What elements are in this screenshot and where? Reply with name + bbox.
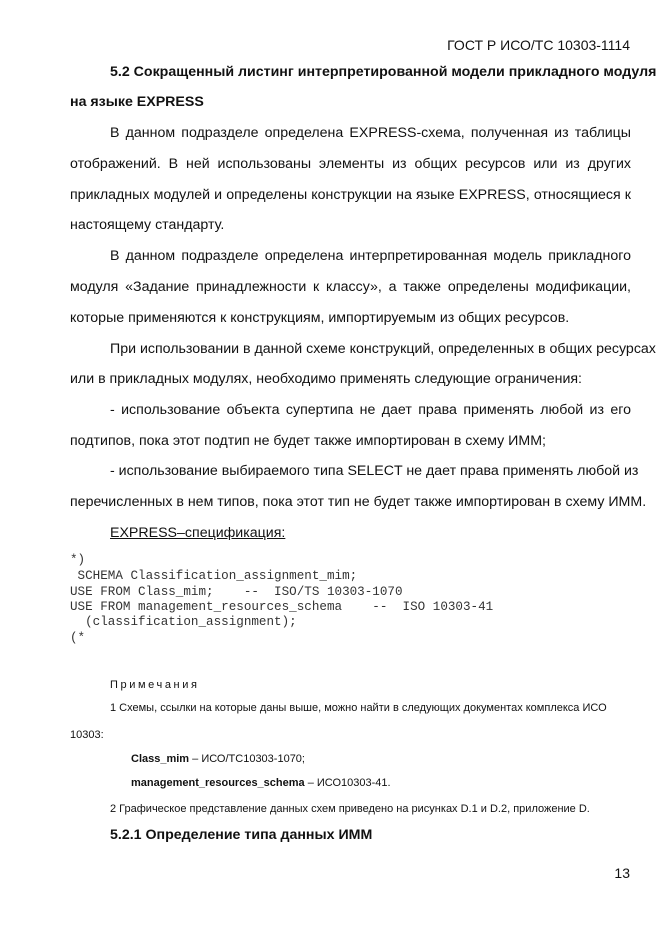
para1-line4: настоящему стандарту. xyxy=(70,217,225,233)
note-item-class-mim xyxy=(131,753,305,765)
code-line2: SCHEMA Classification_assignment_mim; xyxy=(70,569,358,583)
note-item-class-mim-name: Class_mim xyxy=(131,753,190,765)
para2-line2: модуля «Задание принадлежности к классу», а также определены модификации, xyxy=(70,279,631,295)
note-item-class-mim-ref: – ИСО/ТС10303-1070; xyxy=(189,753,305,765)
bullet1-line2: подтипов, пока этот подтип не будет также импортирован в схему ИММ; xyxy=(70,433,546,449)
code-line1: *) xyxy=(70,553,86,567)
section-title-line1: 5.2 Сокращенный листинг интерпретированной модели прикладного модуля xyxy=(110,64,657,80)
code-line4: USE FROM management_resources_schema -- ISO 10303-41 xyxy=(70,600,494,614)
para1-line1: В данном подразделе определена EXPRESS-схема, полученная из таблицы xyxy=(110,125,631,141)
note-item-management-resources xyxy=(131,777,391,789)
para3-line2: или в прикладных модулях, необходимо применять следующие ограничения: xyxy=(70,371,582,387)
para2-line3: которые применяются к конструкциям, импортируемым из общих ресурсов. xyxy=(70,310,570,326)
para1-line3: прикладных модулей и определены конструкции на языке EXPRESS, относящиеся к xyxy=(70,187,631,203)
notes-heading: Примечания xyxy=(110,679,200,691)
document-header: ГОСТ Р ИСО/ТС 10303-1114 xyxy=(447,37,630,53)
note2: 2 Графическое представление данных схем приведено на рисунках D.1 и D.2, приложение D. xyxy=(110,803,590,815)
note1-line1: 1 Схемы, ссылки на которые даны выше, можно найти в следующих документах комплекса ИСО xyxy=(110,702,607,714)
note-item-management-resources-name: management_resources_schema xyxy=(131,777,305,789)
code-line6: (* xyxy=(70,631,86,645)
bullet2-line1: - использование выбираемого типа SELECT не дает права применять любой из xyxy=(110,463,639,479)
code-line5: (classification_assignment); xyxy=(70,615,297,629)
para3-line1: При использовании в данной схеме конструкций, определенных в общих ресурсах xyxy=(110,341,656,357)
code-line3: USE FROM Class_mim; -- ISO/TS 10303-1070 xyxy=(70,585,403,599)
section-title-line2: на языке EXPRESS xyxy=(70,94,204,110)
bullet2-line2: перечисленных в нем типов, пока этот тип не будет также импортирован в схему ИММ. xyxy=(70,494,647,510)
bullet1-line1: - использование объекта супертипа не дает права применять любой из его xyxy=(110,402,631,418)
express-spec-label: EXPRESS–спецификация: xyxy=(110,525,286,541)
page-number: 13 xyxy=(614,865,630,881)
note-item-management-resources-ref: – ИСО10303-41. xyxy=(304,777,391,789)
para1-line2: отображений. В ней использованы элементы из общих ресурсов или из других xyxy=(70,156,631,172)
para2-line1: В данном подразделе определена интерпретированная модель прикладного xyxy=(110,248,631,264)
note1-line2: 10303: xyxy=(70,729,104,741)
subsection-title: 5.2.1 Определение типа данных ИММ xyxy=(110,827,373,843)
